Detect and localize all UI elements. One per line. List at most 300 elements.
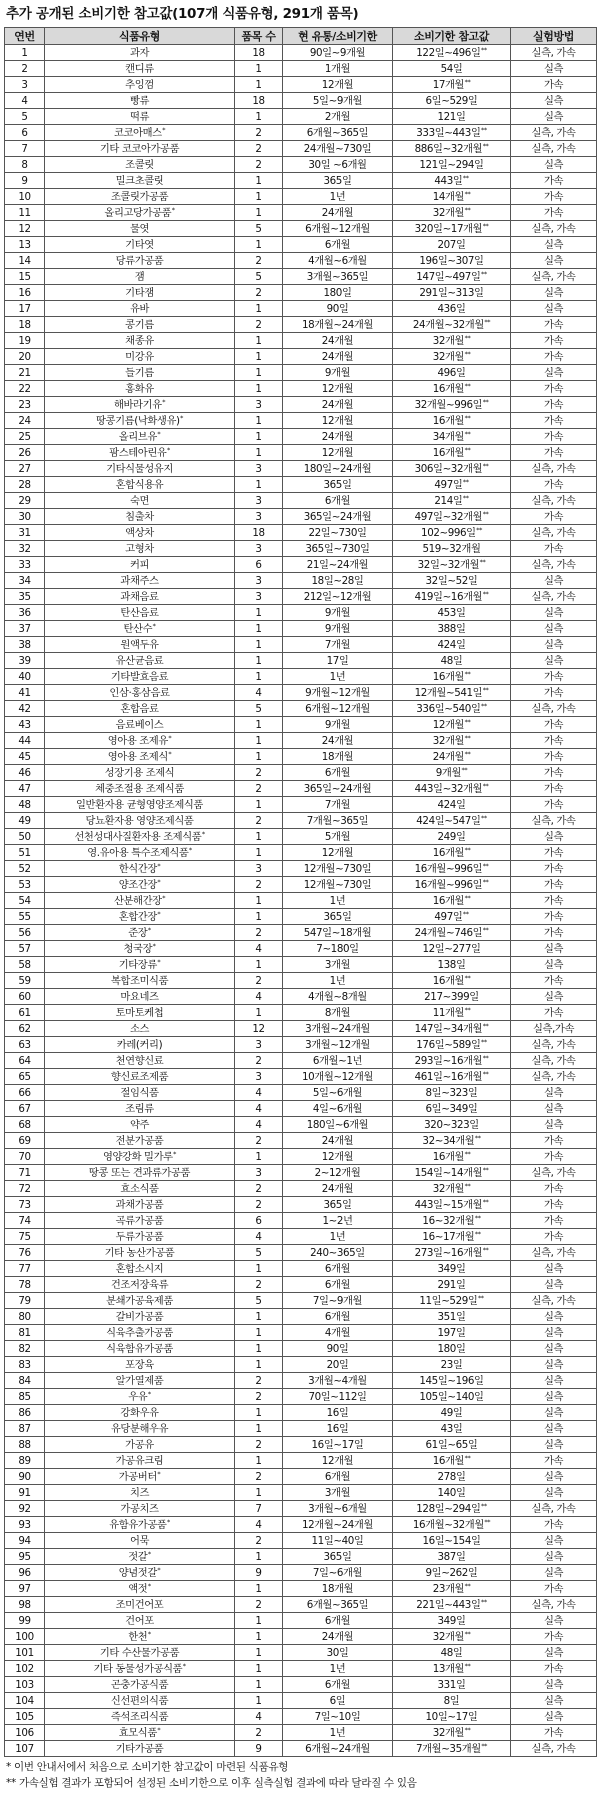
cell-serial-text: 6 (21, 126, 28, 139)
cell-reference-value-text: 424일~547일 (416, 814, 481, 827)
cell-food-type (45, 1325, 235, 1341)
cell-test-method-text: 실측 (543, 622, 564, 635)
footnote-mark: ** (482, 1053, 489, 1062)
cell-current-period (283, 1341, 393, 1357)
cell-reference-value (393, 141, 511, 157)
cell-reference-value-text: 12개월~541일 (414, 686, 483, 699)
cell-test-method-text: 실측, 가속 (531, 1598, 576, 1611)
footnote-mark: ** (479, 557, 486, 566)
cell-current-period-text: 365일 (323, 478, 352, 491)
table-row (5, 781, 597, 797)
cell-reference-value-text: 32개월 (432, 350, 465, 363)
cell-item-count (235, 157, 283, 173)
cell-current-period-text: 18일~28일 (311, 574, 364, 587)
cell-reference-value-text: 443일 (434, 174, 463, 187)
cell-food-type (45, 1197, 235, 1213)
cell-food-type-text: 당류가공품 (115, 254, 164, 267)
cell-serial (5, 509, 45, 525)
cell-item-count (235, 653, 283, 669)
cell-serial-text: 35 (18, 590, 31, 603)
cell-serial-text: 45 (18, 750, 31, 763)
cell-current-period-text: 7개월~365일 (306, 814, 369, 827)
cell-serial-text: 84 (18, 1374, 31, 1387)
cell-food-type (45, 701, 235, 717)
cell-reference-value-text: 8일~323일 (425, 1086, 478, 1099)
cell-current-period (283, 1437, 393, 1453)
cell-food-type (45, 285, 235, 301)
cell-reference-value-text: 387일 (437, 1550, 466, 1563)
cell-current-period-text: 547일~18개월 (303, 926, 372, 939)
cell-reference-value (393, 957, 511, 973)
cell-reference-value-text: 6일~349일 (425, 1102, 478, 1115)
table-row (5, 573, 597, 589)
cell-reference-value (393, 1341, 511, 1357)
footnote-mark: ** (464, 733, 471, 742)
cell-food-type (45, 45, 235, 61)
cell-serial (5, 1533, 45, 1549)
cell-food-type (45, 877, 235, 893)
cell-test-method (511, 109, 597, 125)
cell-item-count (235, 333, 283, 349)
cell-test-method-text: 실측 (543, 654, 564, 667)
cell-reference-value (393, 557, 511, 573)
table-row (5, 1165, 597, 1181)
cell-current-period-text: 12개월~730일 (303, 878, 372, 891)
cell-item-count (235, 61, 283, 77)
table-row (5, 1341, 597, 1357)
cell-reference-value-text: 249일 (437, 830, 466, 843)
cell-item-count-text: 12 (252, 1022, 265, 1035)
cell-serial (5, 1245, 45, 1261)
cell-food-type-text: 영양강화 밀가루 (102, 1150, 173, 1163)
cell-food-type (45, 669, 235, 685)
cell-test-method (511, 429, 597, 445)
cell-food-type (45, 1309, 235, 1325)
cell-test-method-text: 실측 (543, 958, 564, 971)
cell-reference-value (393, 765, 511, 781)
cell-current-period (283, 1421, 393, 1437)
cell-food-type-text: 건어포 (125, 1614, 154, 1627)
cell-current-period-text: 1년 (329, 190, 346, 203)
table-row (5, 317, 597, 333)
cell-test-method (511, 45, 597, 61)
cell-item-count-text: 2 (255, 1470, 262, 1483)
cell-test-method-text: 실측, 가속 (531, 126, 576, 139)
cell-reference-value-text: 16개월 (432, 670, 465, 683)
cell-test-method (511, 1469, 597, 1485)
cell-item-count-text: 5 (255, 1246, 262, 1259)
cell-item-count-text: 2 (255, 142, 262, 155)
cell-reference-value (393, 861, 511, 877)
cell-test-method-text: 가속 (543, 1662, 564, 1675)
cell-item-count (235, 749, 283, 765)
cell-food-type-text: 가공버터 (118, 1470, 157, 1483)
cell-item-count-text: 1 (255, 1150, 262, 1163)
cell-food-type (45, 717, 235, 733)
cell-reference-value-text: 293일~16개월 (414, 1054, 483, 1067)
cell-item-count (235, 1037, 283, 1053)
footnote-mark: ** (482, 1197, 489, 1206)
cell-test-method-text: 실측 (543, 366, 564, 379)
cell-food-type-text: 젓갈 (128, 1550, 148, 1563)
cell-serial (5, 61, 45, 77)
cell-reference-value-text: 17개월 (432, 78, 465, 91)
cell-test-method (511, 1037, 597, 1053)
cell-test-method (511, 1309, 597, 1325)
cell-test-method (511, 541, 597, 557)
cell-food-type (45, 109, 235, 125)
cell-current-period (283, 605, 393, 621)
footnote-mark: ** (474, 1229, 481, 1238)
cell-item-count (235, 109, 283, 125)
cell-test-method-text: 실측 (543, 1326, 564, 1339)
cell-test-method (511, 1677, 597, 1693)
footnote-accelerated: ** 가속실험 결과가 포함되어 설정된 소비기한으로 이후 실측실험 결과에 따라 달라질 수 있음 (6, 1777, 417, 1789)
table-row (5, 1037, 597, 1053)
cell-current-period-text: 21일~24개월 (306, 558, 369, 571)
cell-food-type-text: 우유 (128, 1390, 148, 1403)
cell-serial (5, 1565, 45, 1581)
cell-reference-value (393, 461, 511, 477)
cell-food-type-text: 당뇨환자용 영양조제식품 (85, 814, 194, 827)
cell-reference-value (393, 589, 511, 605)
cell-test-method (511, 717, 597, 733)
cell-food-type (45, 1357, 235, 1373)
cell-reference-value-text: 145일~196일 (419, 1374, 484, 1387)
table-row (5, 1133, 597, 1149)
cell-reference-value (393, 1469, 511, 1485)
footnote-mark: ** (464, 77, 471, 86)
cell-serial (5, 269, 45, 285)
footnote-mark: ** (481, 1597, 487, 1606)
footnote-mark: * (171, 205, 175, 214)
cell-food-type-text: 일반환자용 균형영양조제식품 (76, 798, 203, 811)
cell-current-period-text: 10개월~12개월 (301, 1070, 374, 1083)
cell-serial (5, 1453, 45, 1469)
cell-item-count-text: 4 (255, 1518, 262, 1531)
cell-reference-value-text: 8일 (443, 1694, 460, 1707)
cell-item-count (235, 413, 283, 429)
cell-food-type (45, 1693, 235, 1709)
cell-current-period-text: 7~180일 (316, 942, 359, 955)
cell-current-period (283, 157, 393, 173)
cell-current-period-text: 22일~730일 (308, 526, 367, 539)
cell-reference-value (393, 573, 511, 589)
cell-item-count (235, 461, 283, 477)
cell-food-type-text: 기타 동물성가공식품 (93, 1662, 183, 1675)
cell-reference-value-text: 23일 (440, 1358, 463, 1371)
table-row (5, 925, 597, 941)
cell-test-method (511, 957, 597, 973)
cell-serial (5, 541, 45, 557)
cell-reference-value (393, 1261, 511, 1277)
cell-test-method-text: 실측 (543, 638, 564, 651)
cell-serial-text: 55 (18, 910, 31, 923)
cell-reference-value-text: 102~996일 (421, 526, 476, 539)
footnote-mark: ** (482, 877, 489, 886)
footnote-mark: ** (482, 685, 489, 694)
cell-item-count-text: 1 (255, 1550, 262, 1563)
cell-current-period (283, 333, 393, 349)
cell-reference-value (393, 813, 511, 829)
cell-serial (5, 557, 45, 573)
cell-food-type (45, 1005, 235, 1021)
cell-item-count-text: 4 (255, 686, 262, 699)
cell-serial-text: 39 (18, 654, 31, 667)
cell-test-method-text: 가속 (543, 1006, 564, 1019)
cell-serial-text: 86 (18, 1406, 31, 1419)
cell-current-period (283, 1053, 393, 1069)
cell-current-period-text: 1~2년 (322, 1214, 353, 1227)
footnote-mark: ** (481, 269, 487, 278)
table-row (5, 365, 597, 381)
footnote-mark: * (157, 957, 161, 966)
table-row (5, 765, 597, 781)
cell-item-count-text: 2 (255, 1726, 262, 1739)
cell-food-type (45, 1069, 235, 1085)
cell-serial-text: 53 (18, 878, 31, 891)
cell-item-count-text: 4 (255, 1230, 262, 1243)
cell-item-count (235, 1533, 283, 1549)
cell-reference-value-text: 16개월 (432, 1454, 465, 1467)
cell-serial (5, 349, 45, 365)
cell-food-type (45, 61, 235, 77)
cell-item-count-text: 18 (252, 526, 265, 539)
cell-item-count (235, 573, 283, 589)
cell-serial-text: 2 (21, 62, 28, 75)
cell-item-count-text: 1 (255, 1630, 262, 1643)
footnote-mark: ** (464, 1181, 471, 1190)
cell-reference-value (393, 285, 511, 301)
cell-current-period (283, 269, 393, 285)
cell-reference-value-text: 291일 (437, 1278, 466, 1291)
cell-serial (5, 525, 45, 541)
footnote-mark: ** (464, 189, 471, 198)
cell-current-period-text: 1년 (329, 670, 346, 683)
cell-current-period-text: 24개월 (321, 350, 354, 363)
cell-item-count-text: 1 (255, 1326, 262, 1339)
cell-item-count-text: 1 (255, 718, 262, 731)
cell-item-count (235, 285, 283, 301)
cell-food-type (45, 1085, 235, 1101)
cell-reference-value (393, 45, 511, 61)
cell-reference-value-text: 16개월~996일 (414, 862, 483, 875)
table-row (5, 1693, 597, 1709)
cell-test-method (511, 941, 597, 957)
cell-reference-value-text: 32개월 (432, 1630, 465, 1643)
cell-serial-text: 12 (18, 222, 31, 235)
cell-test-method-text: 실측 (543, 1678, 564, 1691)
cell-item-count (235, 973, 283, 989)
cell-test-method (511, 1213, 597, 1229)
cell-reference-value (393, 429, 511, 445)
cell-serial (5, 333, 45, 349)
cell-item-count (235, 253, 283, 269)
cell-food-type-text: 선천성대사질환자용 조제식품 (74, 830, 202, 843)
table-row (5, 509, 597, 525)
cell-current-period-text: 8개월 (324, 1006, 351, 1019)
footnote-mark: ** (464, 1661, 471, 1670)
table-row (5, 1101, 597, 1117)
cell-serial (5, 141, 45, 157)
cell-test-method-text: 가속 (543, 926, 564, 939)
cell-food-type (45, 413, 235, 429)
table-row (5, 909, 597, 925)
cell-reference-value (393, 333, 511, 349)
cell-current-period-text: 6개월 (324, 1470, 351, 1483)
cell-test-method-text: 실측 (543, 254, 564, 267)
cell-reference-value (393, 653, 511, 669)
cell-current-period-text: 24개월 (321, 398, 354, 411)
cell-test-method-text: 가속 (543, 1150, 564, 1163)
cell-reference-value (393, 1405, 511, 1421)
cell-reference-value (393, 1229, 511, 1245)
cell-test-method-text: 가속 (543, 510, 564, 523)
cell-current-period (283, 1037, 393, 1053)
cell-current-period (283, 541, 393, 557)
cell-item-count-text: 18 (252, 46, 265, 59)
table-header-row (5, 28, 597, 45)
cell-reference-value (393, 1197, 511, 1213)
table-body (5, 45, 597, 1757)
cell-item-count (235, 845, 283, 861)
cell-current-period (283, 973, 393, 989)
cell-serial-text: 76 (18, 1246, 31, 1259)
cell-serial-text: 95 (18, 1550, 31, 1563)
cell-current-period (283, 1549, 393, 1565)
table-row (5, 173, 597, 189)
cell-food-type-text: 숙면 (129, 494, 150, 507)
cell-food-type-text: 기타장류 (118, 958, 157, 971)
cell-item-count (235, 1149, 283, 1165)
cell-test-method (511, 1517, 597, 1533)
table-row (5, 1389, 597, 1405)
cell-test-method-text: 실측 (543, 990, 564, 1003)
cell-current-period (283, 1133, 393, 1149)
cell-current-period-text: 7일~6개월 (312, 1566, 363, 1579)
cell-serial (5, 717, 45, 733)
cell-reference-value-text: 886일~32개월 (414, 142, 483, 155)
cell-reference-value-text: 122일~496일 (416, 46, 481, 59)
cell-food-type (45, 621, 235, 637)
cell-current-period-text: 5개월 (324, 830, 351, 843)
cell-food-type-text: 조림류 (125, 1102, 154, 1115)
cell-current-period (283, 205, 393, 221)
cell-test-method-text: 실측, 가속 (531, 558, 576, 571)
cell-reference-value (393, 1309, 511, 1325)
table-row (5, 1677, 597, 1693)
footnote-mark: ** (482, 397, 489, 406)
cell-item-count (235, 909, 283, 925)
cell-current-period (283, 173, 393, 189)
cell-test-method (511, 349, 597, 365)
header-reference-value: 소비기한 참고값 (393, 28, 511, 45)
cell-current-period (283, 1725, 393, 1741)
cell-test-method (511, 1533, 597, 1549)
cell-food-type-text: 액젓 (128, 1582, 148, 1595)
cell-test-method-text: 가속 (543, 974, 564, 987)
cell-current-period (283, 685, 393, 701)
table-row (5, 1437, 597, 1453)
cell-item-count (235, 397, 283, 413)
cell-current-period (283, 1149, 393, 1165)
cell-item-count-text: 2 (255, 158, 262, 171)
cell-serial (5, 1309, 45, 1325)
cell-current-period-text: 24개월 (321, 430, 354, 443)
cell-serial-text: 93 (18, 1518, 31, 1531)
cell-current-period (283, 1597, 393, 1613)
cell-test-method-text: 가속 (543, 846, 564, 859)
cell-serial (5, 669, 45, 685)
cell-reference-value (393, 1597, 511, 1613)
cell-serial-text: 1 (21, 46, 28, 59)
cell-test-method (511, 1437, 597, 1453)
cell-current-period-text: 24개월 (321, 1134, 354, 1147)
table-row (5, 1309, 597, 1325)
cell-test-method-text: 가속 (543, 1182, 564, 1195)
cell-reference-value-text: 16개월 (432, 846, 465, 859)
cell-test-method-text: 실측 (543, 1550, 564, 1563)
cell-reference-value (393, 317, 511, 333)
cell-current-period (283, 1021, 393, 1037)
cell-serial (5, 1421, 45, 1437)
cell-food-type-text: 혼합음료 (120, 702, 159, 715)
cell-test-method (511, 1357, 597, 1373)
cell-serial-text: 107 (15, 1742, 34, 1755)
cell-reference-value-text: 180일 (437, 1342, 466, 1355)
cell-reference-value (393, 1517, 511, 1533)
cell-serial-text: 38 (18, 638, 31, 651)
cell-test-method-text: 실측, 가속 (531, 702, 576, 715)
cell-current-period-text: 4개월~8개월 (308, 990, 367, 1003)
cell-serial-text: 17 (18, 302, 31, 315)
cell-test-method (511, 365, 597, 381)
header-current-period: 현 유통/소비기한 (283, 28, 393, 45)
footnote-mark: ** (481, 1037, 487, 1046)
cell-reference-value (393, 1389, 511, 1405)
cell-reference-value (393, 1293, 511, 1309)
footnote-mark: * (162, 893, 166, 902)
cell-test-method (511, 1101, 597, 1117)
cell-item-count-text: 1 (255, 206, 262, 219)
cell-test-method-text: 실측, 가속 (531, 1742, 576, 1755)
cell-serial (5, 173, 45, 189)
cell-test-method (511, 701, 597, 717)
cell-reference-value-text: 16개월~996일 (414, 878, 483, 891)
cell-serial-text: 67 (18, 1102, 31, 1115)
footnote-mark: ** (464, 845, 471, 854)
cell-item-count-text: 1 (255, 238, 262, 251)
cell-reference-value (393, 1277, 511, 1293)
cell-food-type (45, 957, 235, 973)
cell-reference-value-text: 461일~16개월 (414, 1070, 483, 1083)
cell-item-count-text: 1 (255, 62, 262, 75)
cell-food-type (45, 205, 235, 221)
header-test-method: 실험방법 (511, 28, 597, 45)
cell-food-type (45, 317, 235, 333)
cell-food-type-text: 복합조미식품 (110, 974, 169, 987)
cell-reference-value (393, 925, 511, 941)
footnote-mark: ** (482, 509, 489, 518)
table-row (5, 1117, 597, 1133)
cell-food-type-text: 빵류 (129, 94, 150, 107)
cell-test-method-text: 실측, 가속 (531, 1070, 576, 1083)
cell-item-count (235, 637, 283, 653)
footnote-mark: * (147, 1389, 151, 1398)
cell-food-type-text: 조미건어포 (115, 1598, 164, 1611)
cell-serial (5, 1677, 45, 1693)
cell-serial-text: 71 (18, 1166, 31, 1179)
